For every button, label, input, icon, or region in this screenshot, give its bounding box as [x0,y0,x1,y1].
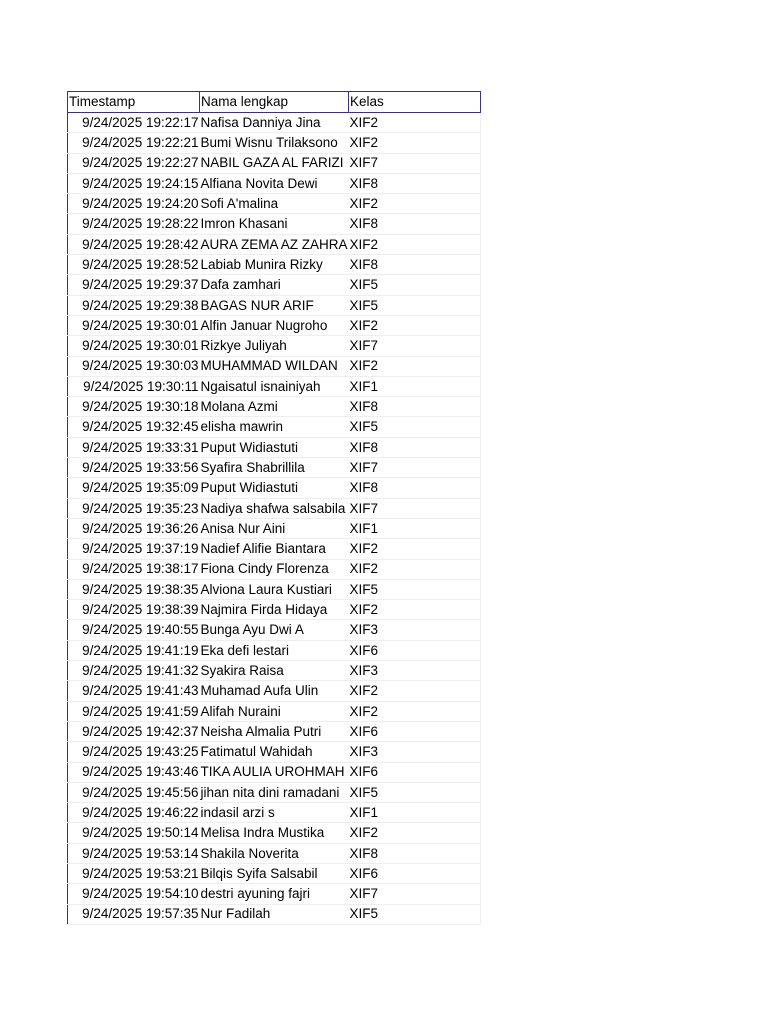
cell-kelas: XIF2 [349,559,481,579]
cell-kelas: XIF7 [349,336,481,356]
cell-timestamp: 9/24/2025 19:40:55 [68,620,200,640]
cell-nama-lengkap: Molana Azmi [200,397,349,417]
cell-timestamp: 9/24/2025 19:32:45 [68,417,200,437]
table-row [68,884,481,904]
cell-nama-lengkap: Nafisa Danniya Jina [200,113,349,133]
table-row [68,255,481,275]
cell-kelas: XIF1 [349,803,481,823]
cell-nama-lengkap: Bunga Ayu Dwi A [200,620,349,640]
cell-kelas: XIF2 [349,113,481,133]
table-row [68,194,481,214]
table-row [68,600,481,620]
cell-kelas: XIF6 [349,863,481,883]
table-row [68,518,481,538]
cell-nama-lengkap: Fiona Cindy Florenza [200,559,349,579]
table-row [68,214,481,234]
cell-nama-lengkap: Neisha Almalia Putri [200,721,349,741]
table-row [68,742,481,762]
header-kelas: Kelas [349,92,481,113]
cell-nama-lengkap: jihan nita dini ramadani [200,782,349,802]
cell-timestamp: 9/24/2025 19:53:21 [68,863,200,883]
cell-timestamp: 9/24/2025 19:38:35 [68,579,200,599]
cell-kelas: XIF8 [349,214,481,234]
cell-nama-lengkap: elisha mawrin [200,417,349,437]
cell-timestamp: 9/24/2025 19:28:42 [68,234,200,254]
cell-kelas: XIF5 [349,579,481,599]
cell-nama-lengkap: Alifah Nuraini [200,701,349,721]
cell-nama-lengkap: Nur Fadilah [200,904,349,924]
table-row [68,356,481,376]
cell-kelas: XIF3 [349,661,481,681]
cell-kelas: XIF7 [349,498,481,518]
cell-nama-lengkap: Najmira Firda Hidaya [200,600,349,620]
cell-timestamp: 9/24/2025 19:28:22 [68,214,200,234]
cell-kelas: XIF7 [349,153,481,173]
table-row [68,823,481,843]
cell-kelas: XIF2 [349,194,481,214]
table-row [68,336,481,356]
cell-timestamp: 9/24/2025 19:41:43 [68,681,200,701]
cell-timestamp: 9/24/2025 19:38:17 [68,559,200,579]
cell-kelas: XIF8 [349,397,481,417]
table-row [68,640,481,660]
cell-nama-lengkap: AURA ZEMA AZ ZAHRA [200,234,349,254]
table-row [68,620,481,640]
cell-timestamp: 9/24/2025 19:45:56 [68,782,200,802]
cell-kelas: XIF6 [349,762,481,782]
cell-nama-lengkap: Imron Khasani [200,214,349,234]
table-row [68,315,481,335]
cell-kelas: XIF8 [349,478,481,498]
table-row [68,458,481,478]
cell-timestamp: 9/24/2025 19:41:19 [68,640,200,660]
table-row [68,133,481,153]
cell-timestamp: 9/24/2025 19:53:14 [68,843,200,863]
cell-nama-lengkap: Melisa Indra Mustika [200,823,349,843]
cell-timestamp: 9/24/2025 19:22:27 [68,153,200,173]
cell-nama-lengkap: Syafira Shabrillila [200,458,349,478]
cell-kelas: XIF8 [349,437,481,457]
cell-kelas: XIF2 [349,823,481,843]
cell-timestamp: 9/24/2025 19:30:01 [68,315,200,335]
cell-kelas: XIF8 [349,255,481,275]
table-row [68,234,481,254]
cell-nama-lengkap: Alfiana Novita Dewi [200,173,349,193]
table-row [68,478,481,498]
cell-timestamp: 9/24/2025 19:43:25 [68,742,200,762]
attendance-table [67,91,481,925]
cell-kelas: XIF5 [349,295,481,315]
cell-nama-lengkap: Bilqis Syifa Salsabil [200,863,349,883]
cell-nama-lengkap: Puput Widiastuti [200,478,349,498]
cell-nama-lengkap: Dafa zamhari [200,275,349,295]
table-row [68,397,481,417]
table-row [68,113,481,133]
header-row [68,92,481,113]
cell-kelas: XIF2 [349,133,481,153]
table-row [68,539,481,559]
cell-timestamp: 9/24/2025 19:50:14 [68,823,200,843]
cell-timestamp: 9/24/2025 19:43:46 [68,762,200,782]
cell-nama-lengkap: indasil arzi s [200,803,349,823]
cell-nama-lengkap: Fatimatul Wahidah [200,742,349,762]
cell-nama-lengkap: TIKA AULIA UROHMAH [200,762,349,782]
cell-nama-lengkap: Alfin Januar Nugroho [200,315,349,335]
cell-timestamp: 9/24/2025 19:28:52 [68,255,200,275]
table-row [68,498,481,518]
cell-timestamp: 9/24/2025 19:46:22 [68,803,200,823]
cell-kelas: XIF8 [349,843,481,863]
cell-nama-lengkap: Eka defi lestari [200,640,349,660]
table-row [68,843,481,863]
cell-timestamp: 9/24/2025 19:41:59 [68,701,200,721]
cell-kelas: XIF5 [349,782,481,802]
cell-nama-lengkap: Muhamad Aufa Ulin [200,681,349,701]
cell-timestamp: 9/24/2025 19:22:17 [68,113,200,133]
cell-kelas: XIF7 [349,884,481,904]
cell-nama-lengkap: Rizkye Juliyah [200,336,349,356]
table-row [68,863,481,883]
cell-kelas: XIF7 [349,458,481,478]
cell-timestamp: 9/24/2025 19:33:56 [68,458,200,478]
cell-kelas: XIF5 [349,275,481,295]
table-row [68,904,481,924]
cell-kelas: XIF2 [349,701,481,721]
cell-timestamp: 9/24/2025 19:54:10 [68,884,200,904]
header-nama-lengkap: Nama lengkap [200,92,349,113]
table-row [68,376,481,396]
cell-nama-lengkap: destri ayuning fajri [200,884,349,904]
table-row [68,295,481,315]
cell-nama-lengkap: Bumi Wisnu Trilaksono [200,133,349,153]
cell-nama-lengkap: NABIL GAZA AL FARIZI [200,153,349,173]
table-row [68,782,481,802]
cell-timestamp: 9/24/2025 19:42:37 [68,721,200,741]
cell-kelas: XIF5 [349,904,481,924]
table-row [68,559,481,579]
cell-kelas: XIF6 [349,721,481,741]
cell-nama-lengkap: Nadiya shafwa salsabila [200,498,349,518]
cell-nama-lengkap: Alviona Laura Kustiari [200,579,349,599]
table-row [68,173,481,193]
cell-nama-lengkap: Ngaisatul isnainiyah [200,376,349,396]
cell-kelas: XIF5 [349,417,481,437]
cell-kelas: XIF2 [349,315,481,335]
cell-timestamp: 9/24/2025 19:22:21 [68,133,200,153]
table-row [68,721,481,741]
cell-kelas: XIF2 [349,356,481,376]
cell-timestamp: 9/24/2025 19:29:37 [68,275,200,295]
cell-nama-lengkap: Shakila Noverita [200,843,349,863]
table-row [68,153,481,173]
cell-timestamp: 9/24/2025 19:29:38 [68,295,200,315]
cell-nama-lengkap: Nadief Alifie Biantara [200,539,349,559]
cell-timestamp: 9/24/2025 19:41:32 [68,661,200,681]
table-row [68,762,481,782]
table-row [68,579,481,599]
table-body [68,113,481,925]
cell-kelas: XIF2 [349,600,481,620]
cell-timestamp: 9/24/2025 19:38:39 [68,600,200,620]
cell-nama-lengkap: Sofi A'malina [200,194,349,214]
table-row [68,803,481,823]
table-row [68,437,481,457]
cell-timestamp: 9/24/2025 19:35:09 [68,478,200,498]
cell-nama-lengkap: MUHAMMAD WILDAN [200,356,349,376]
table-row [68,681,481,701]
cell-kelas: XIF3 [349,742,481,762]
cell-kelas: XIF8 [349,173,481,193]
table-row [68,275,481,295]
cell-kelas: XIF6 [349,640,481,660]
cell-nama-lengkap: Labiab Munira Rizky [200,255,349,275]
cell-timestamp: 9/24/2025 19:24:15 [68,173,200,193]
cell-timestamp: 9/24/2025 19:30:03 [68,356,200,376]
cell-kelas: XIF2 [349,681,481,701]
table-row [68,661,481,681]
table-row [68,701,481,721]
header-timestamp: Timestamp [68,92,200,113]
cell-timestamp: 9/24/2025 19:33:31 [68,437,200,457]
cell-nama-lengkap: Syakira Raisa [200,661,349,681]
cell-timestamp: 9/24/2025 19:57:35 [68,904,200,924]
cell-kelas: XIF1 [349,376,481,396]
cell-kelas: XIF2 [349,234,481,254]
cell-kelas: XIF2 [349,539,481,559]
cell-nama-lengkap: Anisa Nur Aini [200,518,349,538]
cell-nama-lengkap: BAGAS NUR ARIF [200,295,349,315]
cell-timestamp: 9/24/2025 19:35:23 [68,498,200,518]
cell-timestamp: 9/24/2025 19:30:18 [68,397,200,417]
cell-timestamp: 9/24/2025 19:36:26 [68,518,200,538]
cell-timestamp: 9/24/2025 19:37:19 [68,539,200,559]
cell-kelas: XIF3 [349,620,481,640]
cell-timestamp: 9/24/2025 19:30:01 [68,336,200,356]
cell-timestamp: 9/24/2025 19:24:20 [68,194,200,214]
table-row [68,417,481,437]
cell-kelas: XIF1 [349,518,481,538]
cell-timestamp: 9/24/2025 19:30:11 [68,376,200,396]
cell-nama-lengkap: Puput Widiastuti [200,437,349,457]
